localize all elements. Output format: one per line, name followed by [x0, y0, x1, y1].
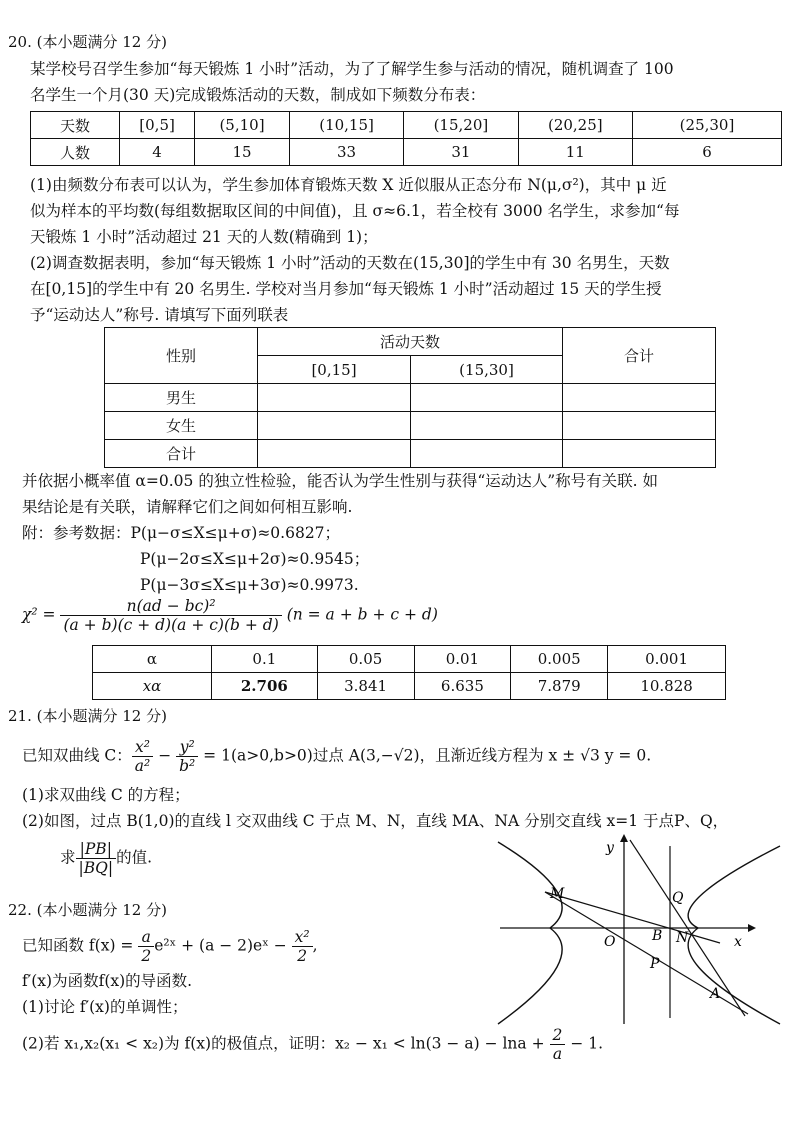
crit-alpha: 0.1	[212, 646, 318, 673]
cont-cell-empty	[258, 440, 411, 468]
q22-frac-2a-den: a	[552, 1045, 563, 1063]
crit-x-label: xα	[93, 673, 212, 700]
q22-line1-pre: 已知函数 f(x) =	[22, 936, 139, 955]
y-axis-arrow	[620, 834, 628, 842]
crit-x: 10.828	[608, 673, 726, 700]
label-Q: Q	[672, 890, 684, 906]
chi-numerator: n(ad − bc)²	[60, 597, 281, 616]
label-y: y	[606, 840, 614, 856]
q21-line1	[22, 738, 780, 775]
cont-header-total: 合计	[563, 328, 716, 384]
cont-col-0-15: [0,15]	[258, 356, 411, 384]
crit-x: 2.706	[212, 673, 318, 700]
chi-denominator: (a + b)(c + d)(a + c)(b + d)	[63, 616, 279, 634]
label-A: A	[710, 986, 721, 1002]
cont-cell-empty	[563, 412, 716, 440]
crit-alpha: 0.001	[608, 646, 726, 673]
q22-part2-pre: (2)若 x₁,x₂(x₁ < x₂)为 f(x)的极值点，证明：x₂ − x₁ < ln(3 − a) − lna +	[22, 1034, 550, 1053]
q22-line1-post: ,	[312, 936, 318, 955]
q20-part2-line2: 在[0,15]的学生中有 20 名男生. 学校对当月参加“每天锻炼 1 小时”活动超过 15 天的学生授	[30, 280, 662, 298]
label-O: O	[604, 934, 616, 950]
cont-col-15-30: (15,30]	[411, 356, 563, 384]
q22-frac-a	[138, 928, 154, 965]
freq-interval: [0,5]	[120, 112, 195, 139]
q22-frac-a-den: 2	[141, 947, 152, 965]
freq-count: 31	[404, 139, 518, 166]
freq-interval: (5,10]	[195, 112, 290, 139]
cont-cell-empty	[411, 384, 563, 412]
q22-part1: (1)讨论 f′(x)的单调性；	[22, 998, 188, 1016]
cont-cell-empty	[563, 384, 716, 412]
freq-header-days: 天数	[31, 112, 120, 139]
crit-x: 6.635	[414, 673, 511, 700]
freq-row-days	[31, 112, 782, 139]
chi-square-formula	[22, 597, 438, 634]
q22-line1-mid: e²ˣ + (a − 2)eˣ −	[154, 936, 292, 955]
q21-part2: (2)如图，过点 B(1,0)的直线 l 交双曲线 C 于点 M、N，直线 MA、NA 分别交直线 x=1 于点P、Q，	[22, 812, 729, 830]
contingency-table	[104, 327, 716, 468]
crit-alpha: 0.005	[511, 646, 608, 673]
crit-alpha: 0.01	[414, 646, 511, 673]
label-N: N	[676, 930, 689, 946]
label-x: x	[734, 934, 742, 950]
q20-part2-line1: (2)调查数据表明，参加“每天锻炼 1 小时”活动的天数在(15,30]的学生中有 30 名男生，天数	[30, 254, 670, 272]
q22-frac-x2	[292, 928, 313, 965]
q21-ask-num: |PB|	[76, 840, 117, 859]
q22-frac-x2-den: 2	[297, 947, 308, 965]
crit-alpha: 0.05	[317, 646, 414, 673]
cont-cell-empty	[258, 384, 411, 412]
q20-ref-line1: 附：参考数据：P(μ−σ≤X≤μ+σ)≈0.6827；	[22, 524, 341, 542]
label-B: B	[652, 928, 663, 944]
q20-ref-line2: P(μ−2σ≤X≤μ+2σ)≈0.9545；	[140, 550, 370, 568]
freq-count: 11	[518, 139, 632, 166]
q21-minus: −	[153, 746, 177, 765]
q21-frac-y	[176, 738, 198, 775]
q22-line1	[22, 928, 780, 965]
q20-intro-line2: 名学生一个月(30 天)完成锻炼活动的天数，制成如下频数分布表：	[30, 86, 486, 104]
q20-after-line2: 果结论是有关联，请解释它们之间如何相互影响.	[22, 498, 353, 516]
cont-header-days: 活动天数	[258, 328, 563, 356]
cont-header-gender: 性别	[105, 328, 258, 384]
q22-frac-2a-num: 2	[550, 1026, 566, 1045]
q21-ask-pre: 求	[60, 848, 76, 867]
freq-interval: (10,15]	[289, 112, 403, 139]
freq-count: 6	[633, 139, 782, 166]
q21-ask-den: |BQ|	[78, 859, 114, 877]
label-P: P	[650, 956, 660, 972]
q20-intro-line1: 某学校号召学生参加“每天锻炼 1 小时”活动，为了了解学生参与活动的情况，随机调查了 100	[30, 60, 674, 78]
cont-cell-empty	[258, 412, 411, 440]
q20-heading: 20. (本小题满分 12 分)	[8, 33, 167, 51]
freq-interval: (25,30]	[633, 112, 782, 139]
cont-row-female: 女生	[105, 412, 258, 440]
q21-part1: (1)求双曲线 C 的方程；	[22, 786, 190, 804]
freq-interval: (15,20]	[404, 112, 518, 139]
q22-line2: f′(x)为函数f(x)的导函数.	[22, 972, 193, 990]
crit-x: 7.879	[511, 673, 608, 700]
q21-line1-pre: 已知双曲线 C：	[22, 746, 132, 765]
q22-frac-x2-num: x²	[292, 928, 313, 947]
crit-alpha-label: α	[93, 646, 212, 673]
q21-line1-post: = 1(a>0,b>0)过点 A(3,−√2)，且渐近线方程为 x ± √3 y = 0.	[198, 746, 652, 765]
q22-frac-a-num: a	[138, 928, 154, 947]
crit-x: 3.841	[317, 673, 414, 700]
q20-after-line1: 并依据小概率值 α=0.05 的独立性检验，能否认为学生性别与获得“运动达人”称号有关联. 如	[22, 472, 659, 490]
chi-lhs: χ² =	[22, 605, 56, 624]
cont-cell-empty	[411, 412, 563, 440]
q21-heading: 21. (本小题满分 12 分)	[8, 707, 167, 725]
cont-row-total: 合计	[105, 440, 258, 468]
chi-fraction	[60, 597, 281, 634]
q20-part1-line3: 天锻炼 1 小时”活动超过 21 天的人数(精确到 1)；	[30, 228, 378, 246]
q22-heading: 22. (本小题满分 12 分)	[8, 901, 167, 919]
q20-ref-line3: P(μ−3σ≤X≤μ+3σ)≈0.9973.	[140, 576, 359, 594]
q22-part2	[22, 1026, 780, 1063]
cont-row-male: 男生	[105, 384, 258, 412]
q21-frac-y-num: y²	[176, 738, 198, 757]
q21-frac-x-den: a²	[134, 757, 151, 775]
cont-cell-empty	[563, 440, 716, 468]
q21-ask-frac	[76, 840, 117, 877]
chi-note: (n = a + b + c + d)	[286, 605, 438, 624]
q22-frac-2a	[550, 1026, 566, 1063]
q21-ask-post: 的值.	[116, 848, 152, 867]
frequency-table	[30, 111, 782, 166]
q20-part2-line3: 予“运动达人”称号. 请填写下面列联表	[30, 306, 289, 324]
freq-count: 33	[289, 139, 403, 166]
critical-value-table	[92, 645, 726, 700]
freq-header-count: 人数	[31, 139, 120, 166]
q21-frac-x-num: x²	[132, 738, 153, 757]
cont-cell-empty	[411, 440, 563, 468]
q21-frac-x	[132, 738, 153, 775]
freq-row-counts	[31, 139, 782, 166]
q20-part1-line2: 似为样本的平均数(每组数据取区间的中间值)，且 σ≈6.1，若全校有 3000 名学生，求参加“每	[30, 202, 680, 220]
q20-part1-line1: (1)由频数分布表可以认为，学生参加体育锻炼天数 X 近似服从正态分布 N(μ,σ²)，其中 μ 近	[30, 176, 667, 194]
q21-frac-y-den: b²	[179, 757, 196, 775]
q22-part2-post: − 1.	[565, 1034, 604, 1053]
freq-interval: (20,25]	[518, 112, 632, 139]
label-M: M	[550, 886, 565, 902]
freq-count: 4	[120, 139, 195, 166]
freq-count: 15	[195, 139, 290, 166]
